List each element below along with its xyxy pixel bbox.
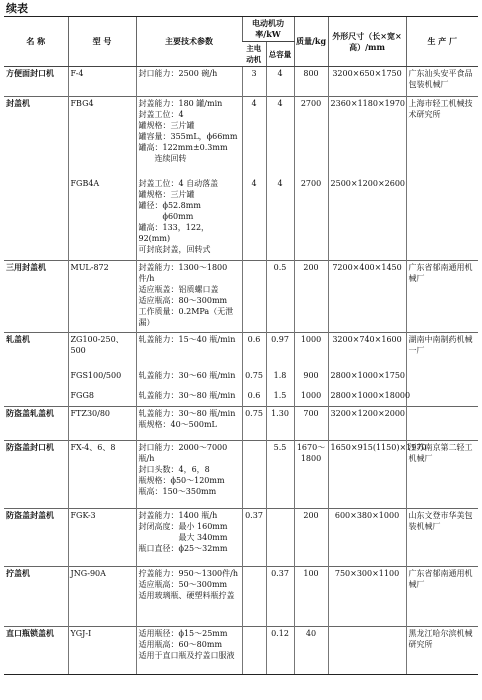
header-name: 名 称 [4, 17, 68, 67]
table-row [4, 369, 478, 389]
row-dims: 750×300×1100 [328, 567, 406, 627]
row-tech: 轧盖能力：15～40 瓶/min [136, 333, 242, 369]
row-model: ZG100-250、500 [68, 333, 136, 369]
row-tech: 适用瓶径：ϕ15～25mm 适用瓶高：60～80mm 适用于直口瓶及拧盖口服液 [136, 627, 242, 675]
row-mass: 200 [294, 261, 328, 333]
equipment-table [4, 16, 478, 675]
row-dims: 2800×1000×18000 [328, 389, 406, 407]
table-row [4, 389, 478, 407]
row-tech: 封盖工位：4 自动落盖 罐规格：三片罐 罐径：ϕ52.8mm ϕ60mm 罐高：133，122，92(mm) 可封底封盖，回转式 [136, 177, 242, 261]
row-model: FGK-3 [68, 509, 136, 567]
row-model: MUL-872 [68, 261, 136, 333]
table-row [4, 177, 478, 261]
row-power-total: 4 [266, 97, 294, 177]
row-mass: 700 [294, 407, 328, 441]
row-dims: 3200×740×1600 [328, 333, 406, 369]
row-model: JNG-90A [68, 567, 136, 627]
table-row [4, 407, 478, 441]
row-maker: 湖南中南制药机械一厂 [406, 333, 478, 369]
row-maker: 广东省郁南通用机械厂 [406, 567, 478, 627]
row-name: 三用封盖机 [4, 261, 68, 333]
row-model: FGB4A [68, 177, 136, 261]
row-power-total: 0.37 [266, 567, 294, 627]
row-mass: 2700 [294, 97, 328, 177]
row-dims: 600×380×1000 [328, 509, 406, 567]
row-power-total: 0.5 [266, 261, 294, 333]
page-title: 续表 [6, 2, 28, 15]
row-tech: 轧盖能力：30～60 瓶/min [136, 369, 242, 389]
row-name [4, 389, 68, 407]
row-tech: 封盖能力：180 罐/min 封盖工位：4 罐规格：三片罐 罐容量：355mL，ϕ66mm 罐高：122mm±0.3mm 连续回转 [136, 97, 242, 177]
row-mass: 40 [294, 627, 328, 675]
row-tech: 封口能力：2500 碗/h [136, 67, 242, 97]
row-power-main: 0.75 [242, 369, 266, 389]
row-power-main [242, 441, 266, 509]
row-power-main [242, 261, 266, 333]
header-maker: 生 产 厂 [406, 17, 478, 67]
row-name [4, 369, 68, 389]
table-row [4, 627, 478, 675]
row-mass: 100 [294, 567, 328, 627]
row-dims [328, 627, 406, 675]
row-tech: 轧盖能力：30～80 瓶/min [136, 389, 242, 407]
row-power-total: 0.97 [266, 333, 294, 369]
row-mass: 900 [294, 369, 328, 389]
row-model: FGG8 [68, 389, 136, 407]
row-tech: 封口能力：2000～7000瓶/h 封口头数：4，6，8 瓶规格：ϕ50～120mm 瓶高：150～350mm [136, 441, 242, 509]
row-dims: 3200×650×1750 [328, 67, 406, 97]
row-model: FTZ30/80 [68, 407, 136, 441]
row-power-main: 0.6 [242, 333, 266, 369]
row-power-main: 3 [242, 67, 266, 97]
table-row [4, 261, 478, 333]
row-maker [406, 407, 478, 441]
row-name: 防盗盖封盖机 [4, 509, 68, 567]
row-power-main: 0.37 [242, 509, 266, 567]
header-mass: 质量/kg [294, 17, 328, 67]
header-power: 电动机功率/kW [242, 17, 294, 42]
row-name [4, 177, 68, 261]
row-power-total: 5.5 [266, 441, 294, 509]
row-maker [406, 389, 478, 407]
row-power-total: 1.8 [266, 369, 294, 389]
row-model: YGJ-Ⅰ [68, 627, 136, 675]
table-row [4, 509, 478, 567]
row-dims: 7200×400×1450 [328, 261, 406, 333]
header-power-total: 总容量 [266, 42, 294, 67]
row-dims: 2800×1000×1750 [328, 369, 406, 389]
row-tech: 封盖能力：1300～1800 件/h 适应瓶盖：铝质螺口盖 适应瓶高：80～300mm 工作质量：0.2MPa（无泄漏） [136, 261, 242, 333]
row-maker [406, 369, 478, 389]
row-power-total: 1.5 [266, 389, 294, 407]
row-name: 防盗盖轧盖机 [4, 407, 68, 441]
row-power-main [242, 567, 266, 627]
row-maker: 上海市轻工机械技术研究所 [406, 97, 478, 177]
row-name: 轧盖机 [4, 333, 68, 369]
table-row [4, 567, 478, 627]
row-maker: 广东省郁南通用机械厂 [406, 261, 478, 333]
table-row [4, 97, 478, 177]
row-mass: 1670～1800 [294, 441, 328, 509]
row-mass: 1000 [294, 333, 328, 369]
row-maker: 山东文登市华美包装机械厂 [406, 509, 478, 567]
row-name: 直口瓶锁盖机 [4, 627, 68, 675]
row-tech: 轧盖能力：30～80 瓶/min 瓶规格：40～500mL [136, 407, 242, 441]
row-power-total: 4 [266, 67, 294, 97]
row-power-main: 4 [242, 97, 266, 177]
row-tech: 封盖能力：1400 瓶/h 封闭高度：最小 160mm 最大 340mm 瓶口直径：ϕ25～32mm [136, 509, 242, 567]
row-power-main: 4 [242, 177, 266, 261]
row-power-main: 0.75 [242, 407, 266, 441]
header-model: 型 号 [68, 17, 136, 67]
header-dims: 外形尺寸（长×宽×高）/mm [328, 17, 406, 67]
row-power-total: 0.12 [266, 627, 294, 675]
row-dims: 3200×1200×2000 [328, 407, 406, 441]
row-name: 方便面封口机 [4, 67, 68, 97]
row-maker: 广东汕头安平食品包装机械厂 [406, 67, 478, 97]
row-mass: 1000 [294, 389, 328, 407]
row-mass: 800 [294, 67, 328, 97]
row-mass: 2700 [294, 177, 328, 261]
table-row [4, 441, 478, 509]
table-row [4, 67, 478, 97]
row-power-main [242, 627, 266, 675]
row-power-total [266, 509, 294, 567]
header-power-main: 主电动机 [242, 42, 266, 67]
row-dims: 2500×1200×2600 [328, 177, 406, 261]
row-dims: 2360×1180×1970 [328, 97, 406, 177]
row-maker: 黑龙江哈尔滨机械研究所 [406, 627, 478, 675]
row-model: FX-4、6、8 [68, 441, 136, 509]
row-tech: 拧盖能力：950～1300件/h 适应瓶高：50～300mm 适用玻璃瓶、硬塑料瓶拧盖 [136, 567, 242, 627]
row-name: 封盖机 [4, 97, 68, 177]
row-name: 防盗盖封口机 [4, 441, 68, 509]
row-power-total: 1.30 [266, 407, 294, 441]
table-row [4, 333, 478, 369]
row-power-main: 0.6 [242, 389, 266, 407]
row-maker: 江苏南京第二轻工机械厂 [406, 441, 478, 509]
row-mass: 200 [294, 509, 328, 567]
row-model: FGS100/500 [68, 369, 136, 389]
row-dims: 1650×915(1150)×1970 [328, 441, 406, 509]
row-model: F-4 [68, 67, 136, 97]
row-name: 拧盖机 [4, 567, 68, 627]
header-tech: 主要技术参数 [136, 17, 242, 67]
row-model: FBG4 [68, 97, 136, 177]
row-power-total: 4 [266, 177, 294, 261]
row-maker [406, 177, 478, 261]
